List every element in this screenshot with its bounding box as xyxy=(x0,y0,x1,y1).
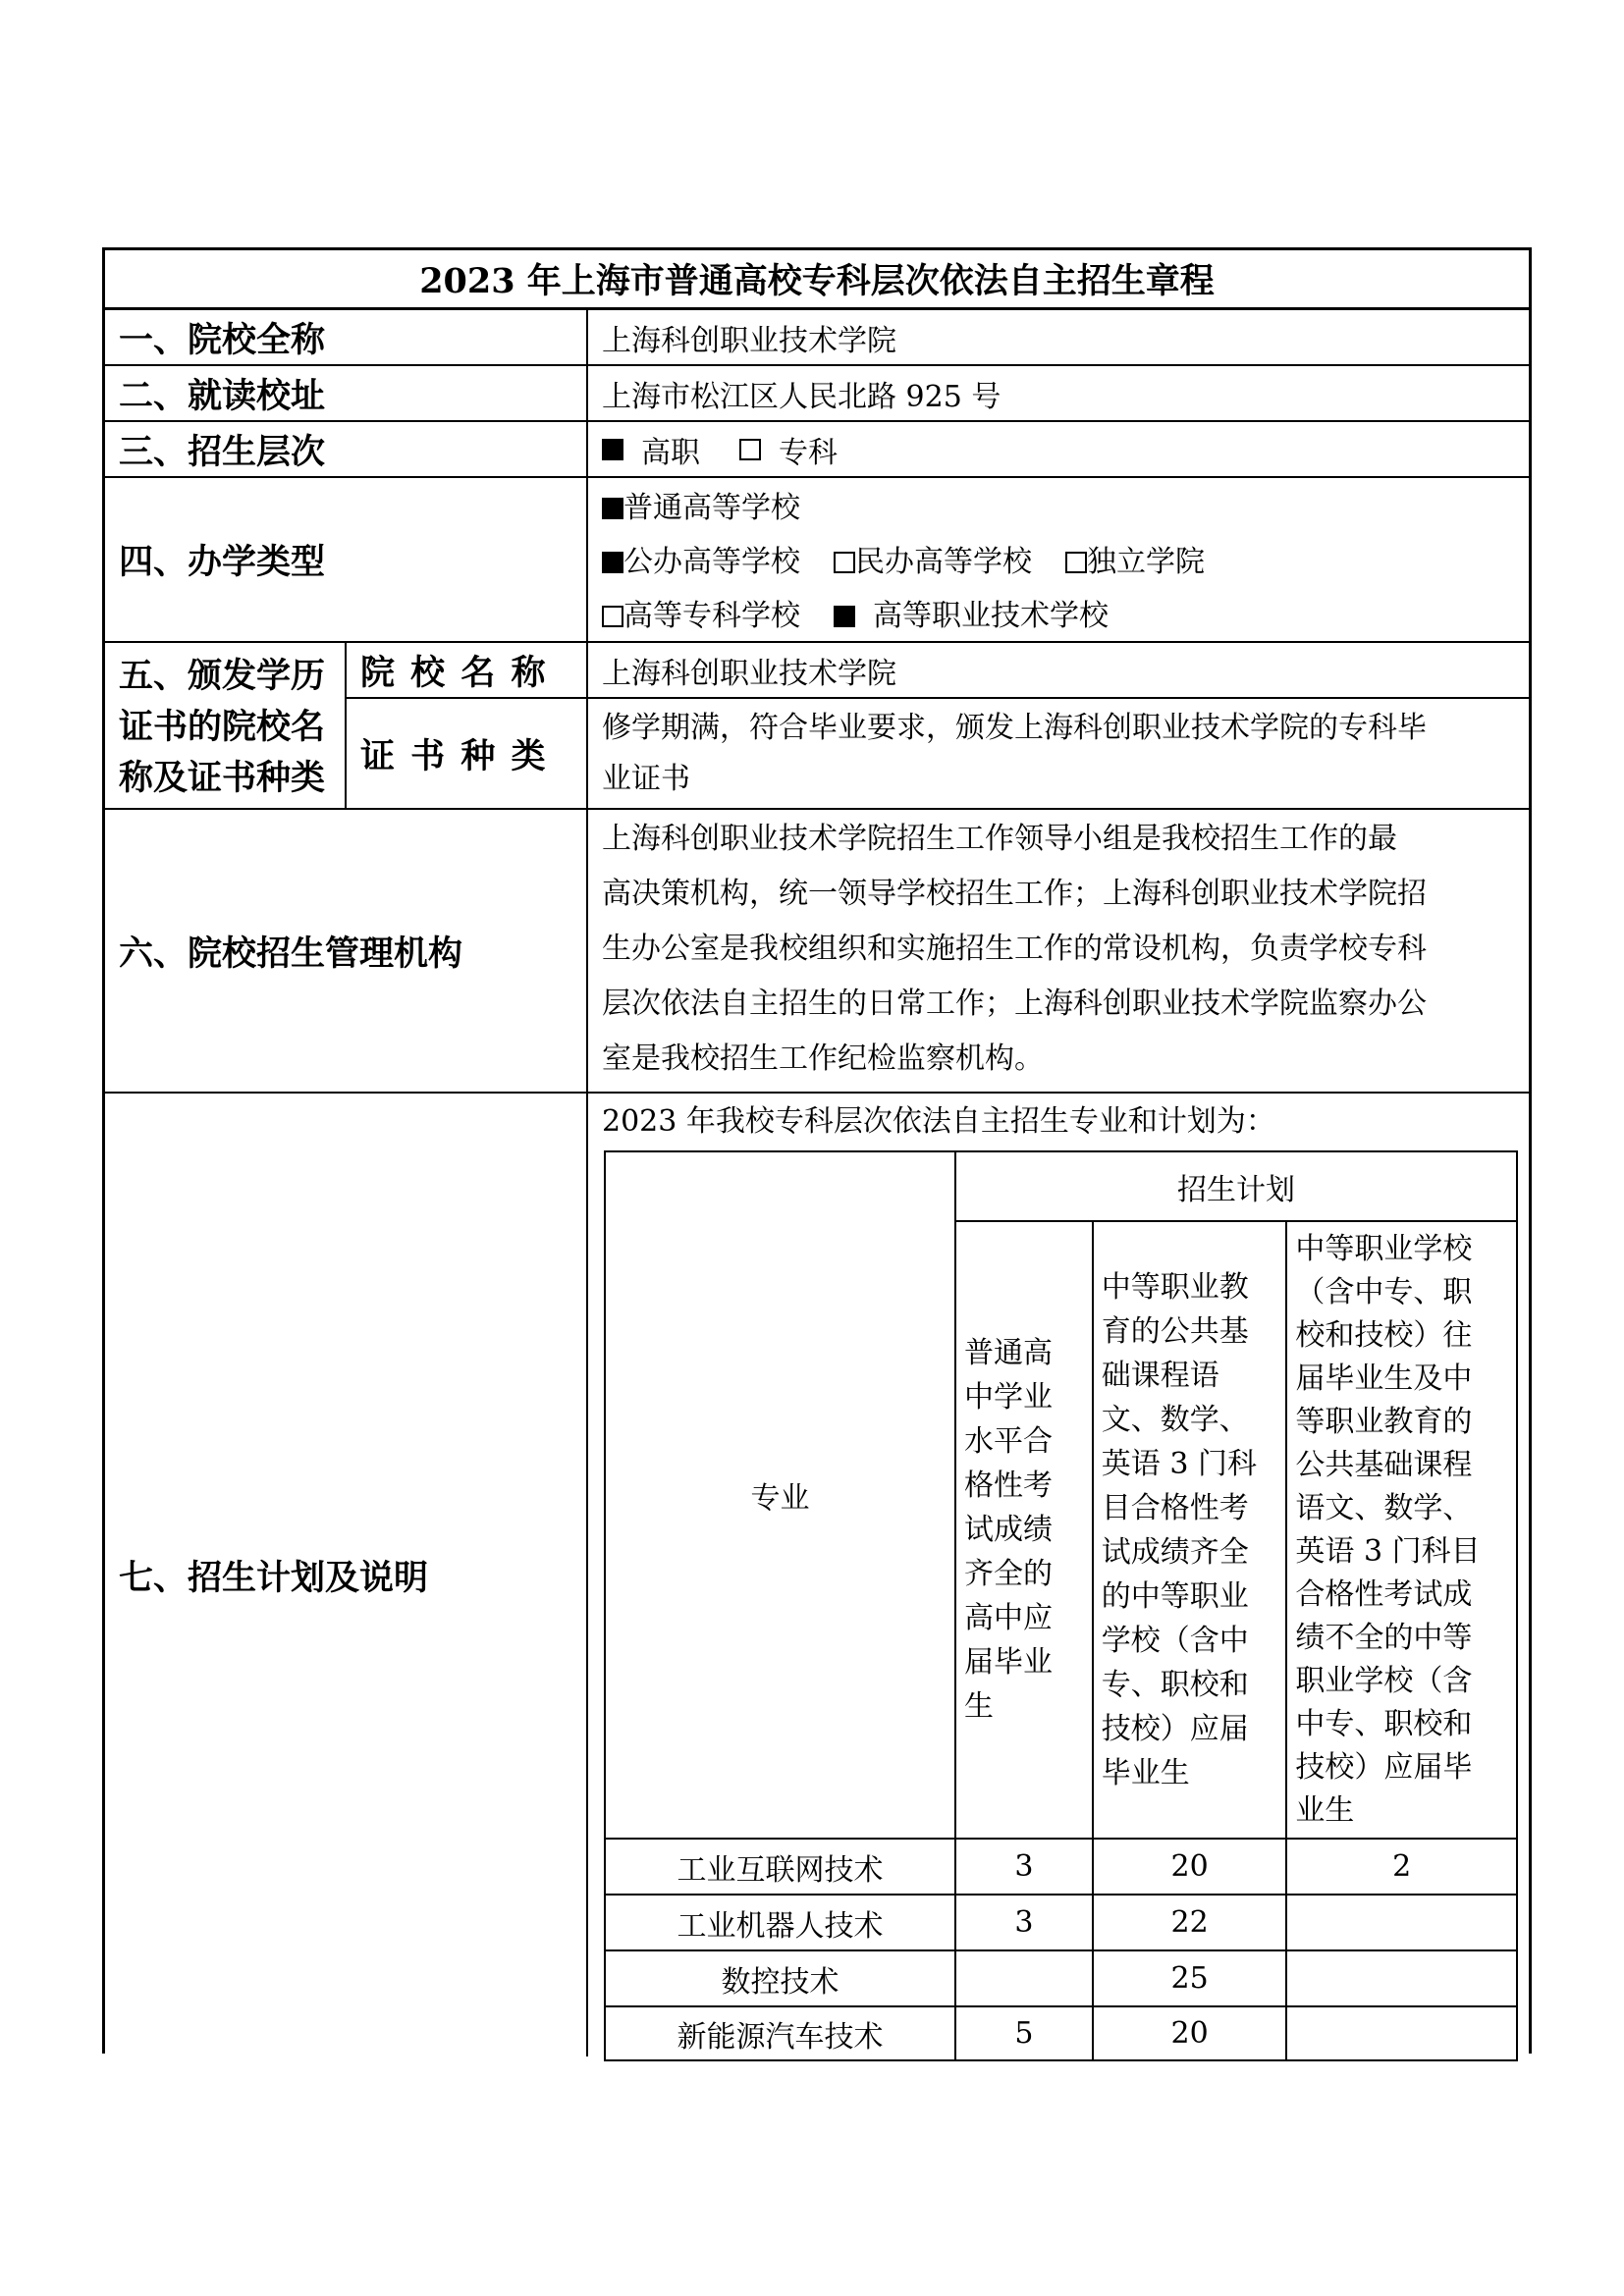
plan-cell xyxy=(1286,2006,1517,2060)
plan-header: 招生计划 xyxy=(955,1151,1517,1221)
value-certificate-type xyxy=(588,699,1529,810)
option-regular-college: 普通高等学校 xyxy=(623,491,800,525)
option-private-college: 民办高等学校 xyxy=(855,545,1032,579)
label-certificate-line1: 五、颁发学历 xyxy=(119,656,326,696)
option-zhuanke: 专科 xyxy=(779,435,838,470)
checked-box-icon xyxy=(602,552,623,573)
plan-cell: 22 xyxy=(1093,1895,1287,1950)
label-issuer-name: 院 校 名 称 xyxy=(347,643,588,699)
label-admission-office: 六、院校招生管理机构 xyxy=(105,810,588,1094)
value-campus-address: 上海市松江区人民北路 925 号 xyxy=(588,366,1529,422)
label-campus-address: 二、就读校址 xyxy=(105,366,588,422)
label-admission-plan: 七、招生计划及说明 xyxy=(105,1094,588,2056)
admission-office-line: 室是我校招生工作纪检监察机构。 xyxy=(602,1041,1044,1076)
major-cell: 数控技术 xyxy=(605,1950,955,2006)
unchecked-box-icon xyxy=(1065,552,1087,573)
school-type-options xyxy=(588,478,1529,643)
plan-cell: 25 xyxy=(1093,1950,1287,2006)
certificate-type-line2: 业证书 xyxy=(602,762,690,796)
table-row xyxy=(605,1839,1517,1895)
option-junior-college: 高等专科学校 xyxy=(623,599,800,633)
category-header-vocational-complete: 中等职业教 育的公共基 础课程语 文、数学、 英语 3 门科 目合格性考 试成绩齐全 的中等职业 学校（含中 专、职校和 技校）应届 毕业生 xyxy=(1093,1221,1287,1839)
value-school-name: 上海科创职业技术学院 xyxy=(588,310,1529,366)
option-vocational-college: 高等职业技术学校 xyxy=(873,599,1109,633)
plan-cell: 20 xyxy=(1093,2006,1287,2060)
plan-cell: 5 xyxy=(955,2006,1093,2060)
label-certificate-line3: 称及证书种类 xyxy=(119,758,326,798)
unchecked-box-icon xyxy=(834,552,855,573)
label-certificate-type: 证 书 种 类 xyxy=(347,699,588,810)
document-title: 2023 年上海市普通高校专科层次依法自主招生章程 xyxy=(105,250,1529,310)
checked-box-icon xyxy=(834,606,855,627)
certificate-type-line1: 修学期满，符合毕业要求，颁发上海科创职业技术学院的专科毕 xyxy=(602,711,1427,745)
label-certificate-line2: 证书的院校名 xyxy=(119,707,326,747)
admission-office-description xyxy=(588,810,1529,1094)
option-independent-college: 独立学院 xyxy=(1087,545,1205,579)
admission-plan-intro: 2023 年我校专科层次依法自主招生专业和计划为： xyxy=(602,1104,1275,1139)
major-cell: 工业互联网技术 xyxy=(605,1839,955,1895)
admission-charter-table xyxy=(102,247,1532,2054)
plan-cell xyxy=(1286,1895,1517,1950)
option-gaozhi: 高职 xyxy=(641,435,700,470)
admission-office-line: 层次依法自主招生的日常工作；上海科创职业技术学院监察办公 xyxy=(602,987,1427,1021)
admission-plan-table xyxy=(604,1150,1518,2061)
label-school-name: 一、院校全称 xyxy=(105,310,588,366)
plan-cell: 3 xyxy=(955,1895,1093,1950)
major-header: 专业 xyxy=(605,1151,955,1839)
plan-cell: 20 xyxy=(1093,1839,1287,1895)
major-cell: 工业机器人技术 xyxy=(605,1895,955,1950)
plan-cell xyxy=(1286,1950,1517,2006)
checked-box-icon xyxy=(602,498,623,519)
label-school-type: 四、办学类型 xyxy=(105,478,588,643)
category-header-vocational-incomplete: 中等职业学校 （含中专、职 校和技校）往 届毕业生及中 等职业教育的 公共基础课程 语文、数学、 英语 3 门科目 合格性考试成 绩不全的中等 职业学校（含 中专、职校和 技校）应届毕 业生 xyxy=(1286,1221,1517,1839)
table-row xyxy=(605,1950,1517,2006)
checked-box-icon xyxy=(602,439,623,460)
unchecked-box-icon xyxy=(739,439,761,460)
admission-plan-section xyxy=(588,1094,1529,2056)
category-header-regular-highschool: 普通高 中学业 水平合 格性考 试成绩 齐全的 高中应 届毕业 生 xyxy=(955,1221,1093,1839)
table-row xyxy=(605,2006,1517,2060)
option-public-college: 公办高等学校 xyxy=(623,545,800,579)
admission-level-options xyxy=(588,422,1529,478)
table-row xyxy=(605,1895,1517,1950)
major-cell: 新能源汽车技术 xyxy=(605,2006,955,2060)
admission-office-line: 上海科创职业技术学院招生工作领导小组是我校招生工作的最 xyxy=(602,822,1397,856)
plan-cell: 2 xyxy=(1286,1839,1517,1895)
admission-office-line: 生办公室是我校组织和实施招生工作的常设机构，负责学校专科 xyxy=(602,932,1427,966)
plan-cell: 3 xyxy=(955,1839,1093,1895)
plan-cell xyxy=(955,1950,1093,2006)
unchecked-box-icon xyxy=(602,606,623,627)
label-admission-level: 三、招生层次 xyxy=(105,422,588,478)
admission-office-line: 高决策机构，统一领导学校招生工作；上海科创职业技术学院招 xyxy=(602,877,1427,911)
label-certificate-issuer xyxy=(105,643,347,810)
value-issuer-name: 上海科创职业技术学院 xyxy=(588,643,1529,699)
